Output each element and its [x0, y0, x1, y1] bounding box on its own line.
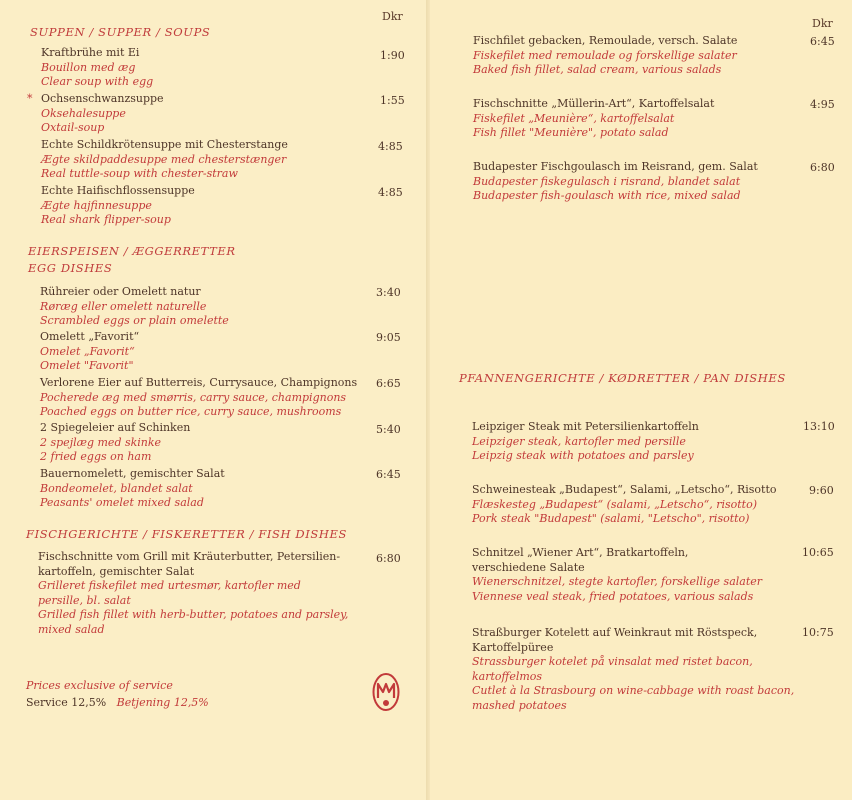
item-price: 13:10: [803, 420, 835, 433]
menu-item: 2 Spiegeleier auf Schinken 2 spejlæg med skinke 2 fried eggs on ham: [40, 421, 191, 463]
menu-item: Schweinesteak „Budapest“, Salami, „Letscho“, Risotto Flæskesteg „Budapest“ (salami, „Letscho“, risotto) Pork steak "Budapest" (salami, "Letscho", risotto): [472, 483, 777, 525]
section-heading-soups: SUPPEN / SUPPER / SOUPS: [30, 25, 211, 39]
menu-item: Budapester Fischgoulasch im Reisrand, gem. Salat Budapester fiskegulasch i risrand, blandet salat Budapester fish-goulasch with rice, mixed salad: [473, 160, 758, 202]
item-price: 6:45: [810, 35, 835, 48]
section-heading-egg-en: EGG DISHES: [28, 261, 113, 275]
item-price: 6:80: [810, 161, 835, 174]
item-price: 6:45: [376, 468, 401, 481]
item-price: 9:05: [376, 331, 401, 344]
right-menu-page: [430, 0, 852, 800]
item-price: 5:40: [376, 423, 401, 436]
currency-label: Dkr: [382, 10, 403, 23]
item-price: 6:80: [376, 552, 401, 565]
menu-item: Ochsenschwanzsuppe Oksehalesuppe Oxtail-soup: [41, 92, 164, 134]
item-price: 4:85: [378, 140, 403, 153]
item-price: 4:85: [378, 186, 403, 199]
item-price: 10:75: [802, 626, 834, 639]
menu-item: Straßburger Kotelett auf Weinkraut mit Röstspeck, Kartoffelpüree Strassburger kotelet på vinsalat med ristet bacon, kartoffelmos Cutlet à la Strasbourg on wine-cabbage with roast bacon, mashed potatoes: [472, 626, 795, 712]
menu-item: Verlorene Eier auf Butterreis, Currysauce, Champignons Pocherede æg med smørris, carry sauce, champignons Poached eggs on butter rice, curry sauce, mushrooms: [40, 376, 358, 418]
item-price: 10:65: [802, 546, 834, 559]
item-price: 9:60: [809, 484, 834, 497]
asterisk-marker: *: [27, 92, 33, 105]
section-heading-pan: PFANNENGERICHTE / KØDRETTER / PAN DISHES: [459, 371, 786, 385]
item-price: 3:40: [376, 286, 401, 299]
service-charge-de: Service 12,5%: [26, 696, 107, 709]
menu-item: Bauernomelett, gemischter Salat Bondeomelet, blandet salat Peasants' omelet mixed salad: [40, 467, 225, 509]
menu-item: Fischschnitte vom Grill mit Kräuterbutter, Petersilien- kartoffeln, gemischter Salat Grilleret fiskefilet med urtesmør, kartofler med persille, bl. salat Grilled fish fillet with herb-butter, potatoes and parsley, mixed salad: [38, 550, 349, 636]
service-note: Prices exclusive of service: [26, 679, 173, 692]
menu-item: Omelett „Favorit“ Omelet „Favorit“ Omelet "Favorit": [40, 330, 140, 372]
item-price: 1:90: [380, 49, 405, 62]
item-price: 4:95: [810, 98, 835, 111]
section-heading-fish: FISCHGERICHTE / FISKERETTER / FISH DISHES: [26, 527, 347, 541]
menu-item: Leipziger Steak mit Petersilienkartoffeln Leipziger steak, kartofler med persille Leipzig steak with potatoes and parsley: [472, 420, 699, 462]
item-price: 1:55: [380, 94, 405, 107]
service-charge-dk: Betjening 12,5%: [116, 696, 209, 709]
menu-item: Schnitzel „Wiener Art“, Bratkartoffeln, verschiedene Salate Wienerschnitzel, stegte kartofler, forskellige salater Viennese veal steak, fried potatoes, various salads: [472, 546, 763, 603]
currency-label: Dkr: [812, 17, 833, 30]
menu-item: Echte Schildkrötensuppe mit Chesterstange Ægte skildpaddesuppe med chesterstænger Real tuttle-soup with chester-straw: [41, 138, 288, 180]
menu-item: Fischfilet gebacken, Remoulade, versch. Salate Fiskefilet med remoulade og forskellige salater Baked fish fillet, salad cream, various salads: [473, 34, 738, 76]
item-price: 6:65: [376, 377, 401, 390]
menu-item: Fischschnitte „Müllerin-Art“, Kartoffelsalat Fiskefilet „Meunière“, kartoffelsalat Fish fillet "Meunière", potato salad: [473, 97, 715, 139]
menu-item: Echte Haifischflossensuppe Ægte hajfinnesuppe Real shark flipper-soup: [41, 184, 195, 226]
restaurant-logo-icon: [372, 672, 400, 712]
menu-item: Rühreier oder Omelett natur Røræg eller omelett naturelle Scrambled eggs or plain omelette: [40, 285, 229, 327]
section-heading-egg: EIERSPEISEN / ÆGGERRETTER: [28, 244, 236, 258]
menu-item: Kraftbrühe mit Ei Bouillon med æg Clear soup with egg: [41, 46, 154, 88]
service-charge: [26, 696, 209, 709]
